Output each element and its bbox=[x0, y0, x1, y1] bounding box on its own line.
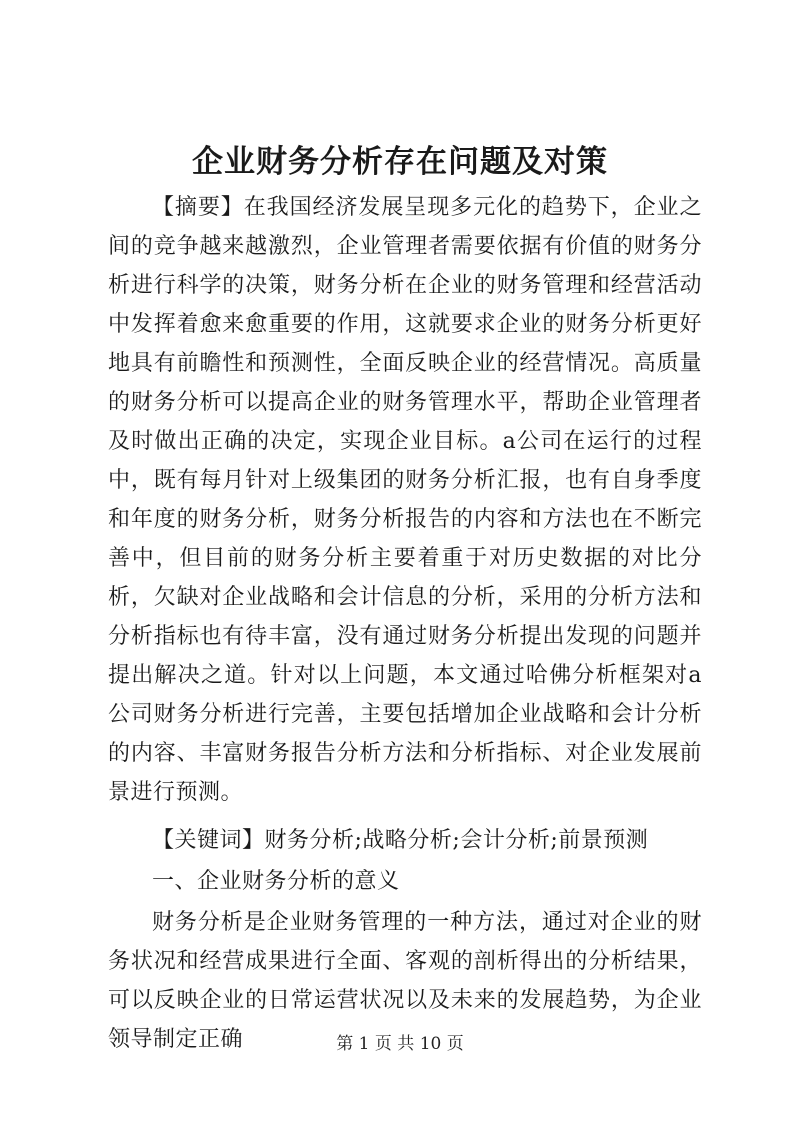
section-body-paragraph: 财务分析是企业财务管理的一种方法，通过对企业的财务状况和经营成果进行全面、客观的剖析得出的分析结果，可以反映企业的日常运营状况以及未来的发展趋势，为企业领导制定正确 bbox=[108, 910, 702, 1052]
page-number-footer: 第 1 页 共 10 页 bbox=[336, 1034, 464, 1054]
keywords-paragraph: 【关键词】财务分析;战略分析;会计分析;前景预测 bbox=[152, 828, 649, 853]
abstract-paragraph: 【摘要】在我国经济发展呈现多元化的趋势下，企业之间的竞争越来越激烈，企业管理者需要依据有价值的财务分析进行科学的决策，财务分析在企业的财务管理和经营活动中发挥着愈来愈重要的作用，这就要求企业的财务分析更好地具有前瞻性和预测性，全面反映企业的经营情况。高质量的财务分析可以提高企业的财务管理水平，帮助企业管理者及时做出正确的决定，实现企业目标。a公司在运行的过程中，既有每月针对上级集团的财务分析汇报，也有自身季度和年度的财务分析，财务分析报告的内容和方法也在不断完善中，但目前的财务分析主要着重于对历史数据的对比分析，欠缺对企业战略和会计信息的分析，采用的分析方法和分析指标也有待丰富，没有通过财务分析提出发现的问题并提出解决之道。针对以上问题，本文通过哈佛分析框架对a公司财务分析进行完善，主要包括增加企业战略和会计分析的内容、丰富财务报告分析方法和分析指标、对企业发展前景进行预测。 bbox=[108, 195, 702, 805]
document-body bbox=[108, 188, 702, 1059]
document-title: 企业财务分析存在问题及对策 bbox=[192, 144, 608, 180]
section-heading: 一、企业财务分析的意义 bbox=[152, 869, 400, 894]
